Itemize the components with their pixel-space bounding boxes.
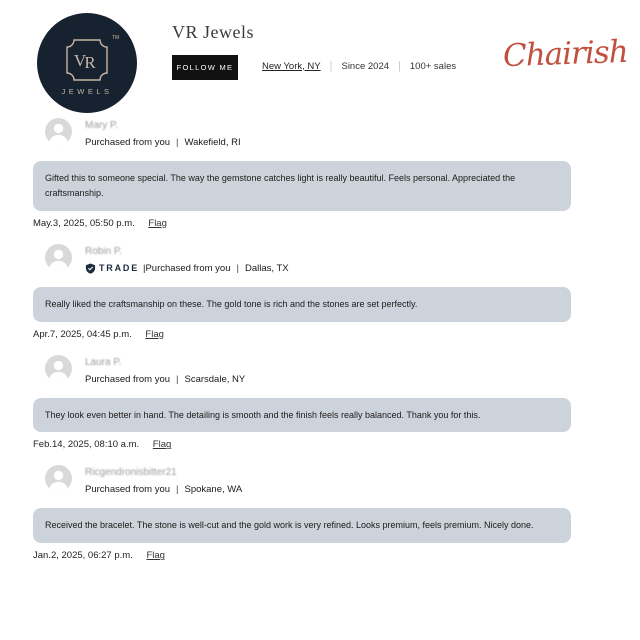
review-date-row [33, 329, 608, 340]
trade-shield-icon [85, 263, 96, 274]
review-item [33, 465, 608, 561]
page-title: VR Jewels [172, 22, 254, 42]
svg-text:V: V [73, 51, 87, 70]
avatar [45, 244, 72, 271]
review-text: Gifted this to someone special. The way the gemstone catches light is really beautiful. Feels personal. Appreciated the craftsmanship. [33, 161, 571, 211]
meta-separator: | [329, 60, 333, 72]
meta-pipe: | [176, 137, 179, 148]
reviewer-name: Laura P. [85, 356, 122, 368]
review-date-row [33, 550, 608, 561]
review-text: Received the bracelet. The stone is well-cut and the gold work is very refined. Looks premium, feels premium. Nicely done. [33, 508, 571, 543]
reviewer-name: Ricgendronisbitter21 [85, 467, 177, 479]
buyer-location: Spokane, WA [184, 484, 243, 496]
store-logo[interactable] [37, 13, 137, 113]
review-text: Really liked the craftsmanship on these. The gold tone is rich and the stones are set perfectly. [33, 287, 571, 322]
purchase-meta [85, 484, 242, 495]
trade-badge [85, 263, 139, 274]
flag-link[interactable]: Flag [148, 217, 167, 229]
purchased-label: Purchased from you [85, 137, 171, 148]
purchased-label: |Purchased from you [143, 262, 231, 274]
svg-text:TM: TM [112, 35, 120, 41]
person-icon [45, 244, 72, 271]
purchase-meta [85, 374, 245, 385]
avatar [45, 118, 72, 145]
review-date: Jan.2, 2025, 06:27 p.m. [33, 550, 133, 562]
reviewer-name: Mary P. [85, 120, 119, 131]
meta-pipe: | [176, 373, 179, 385]
review-date: Feb.14, 2025, 08:10 a.m. [33, 439, 140, 451]
location-link[interactable]: New York, NY [262, 60, 321, 72]
review-date: May.3, 2025, 05:50 p.m. [33, 217, 135, 229]
follow-me-button[interactable]: FOLLOW ME [172, 55, 238, 80]
since-label: Since 2024 [341, 60, 390, 72]
review-header [45, 465, 608, 495]
flag-link[interactable]: Flag [145, 328, 164, 340]
purchased-label: Purchased from you [85, 484, 171, 496]
seller-meta [262, 60, 456, 72]
svg-text:R: R [84, 53, 96, 72]
review-text: They look even better in hand. The detailing is smooth and the finish feels really balanced. Thank you for this. [33, 398, 571, 433]
chairish-logo[interactable]: Chairish [502, 33, 629, 75]
avatar [45, 355, 72, 382]
vr-jewels-logo-icon [37, 13, 137, 113]
review-item [33, 118, 608, 229]
person-icon [45, 355, 72, 382]
meta-pipe: | [236, 262, 239, 274]
review-item [33, 355, 608, 451]
person-icon [45, 118, 72, 145]
seller-header [0, 0, 640, 118]
avatar [45, 465, 72, 492]
review-date-row [33, 439, 608, 450]
buyer-location: Wakefield, RI [184, 137, 241, 148]
meta-pipe: | [176, 484, 179, 496]
reviewer-name: Robin P. [85, 245, 123, 257]
sales-count: 100+ sales [409, 60, 457, 72]
svg-text:JEWELS: JEWELS [61, 87, 113, 96]
purchase-meta [85, 137, 241, 148]
meta-separator: | [398, 60, 401, 72]
review-date: Apr.7, 2025, 04:45 p.m. [33, 328, 132, 340]
purchased-label: Purchased from you [85, 373, 171, 385]
buyer-location: Dallas, TX [244, 262, 289, 274]
review-header [45, 355, 608, 385]
review-header [45, 118, 608, 148]
purchase-meta [85, 263, 289, 274]
buyer-location: Scarsdale, NY [184, 373, 246, 385]
review-header [45, 244, 608, 274]
flag-link[interactable]: Flag [146, 550, 165, 562]
review-item [33, 244, 608, 340]
reviews-list [33, 118, 608, 576]
trade-label: TRADE [99, 263, 139, 274]
review-date-row [33, 218, 608, 229]
person-icon [45, 465, 72, 492]
flag-link[interactable]: Flag [152, 439, 172, 451]
